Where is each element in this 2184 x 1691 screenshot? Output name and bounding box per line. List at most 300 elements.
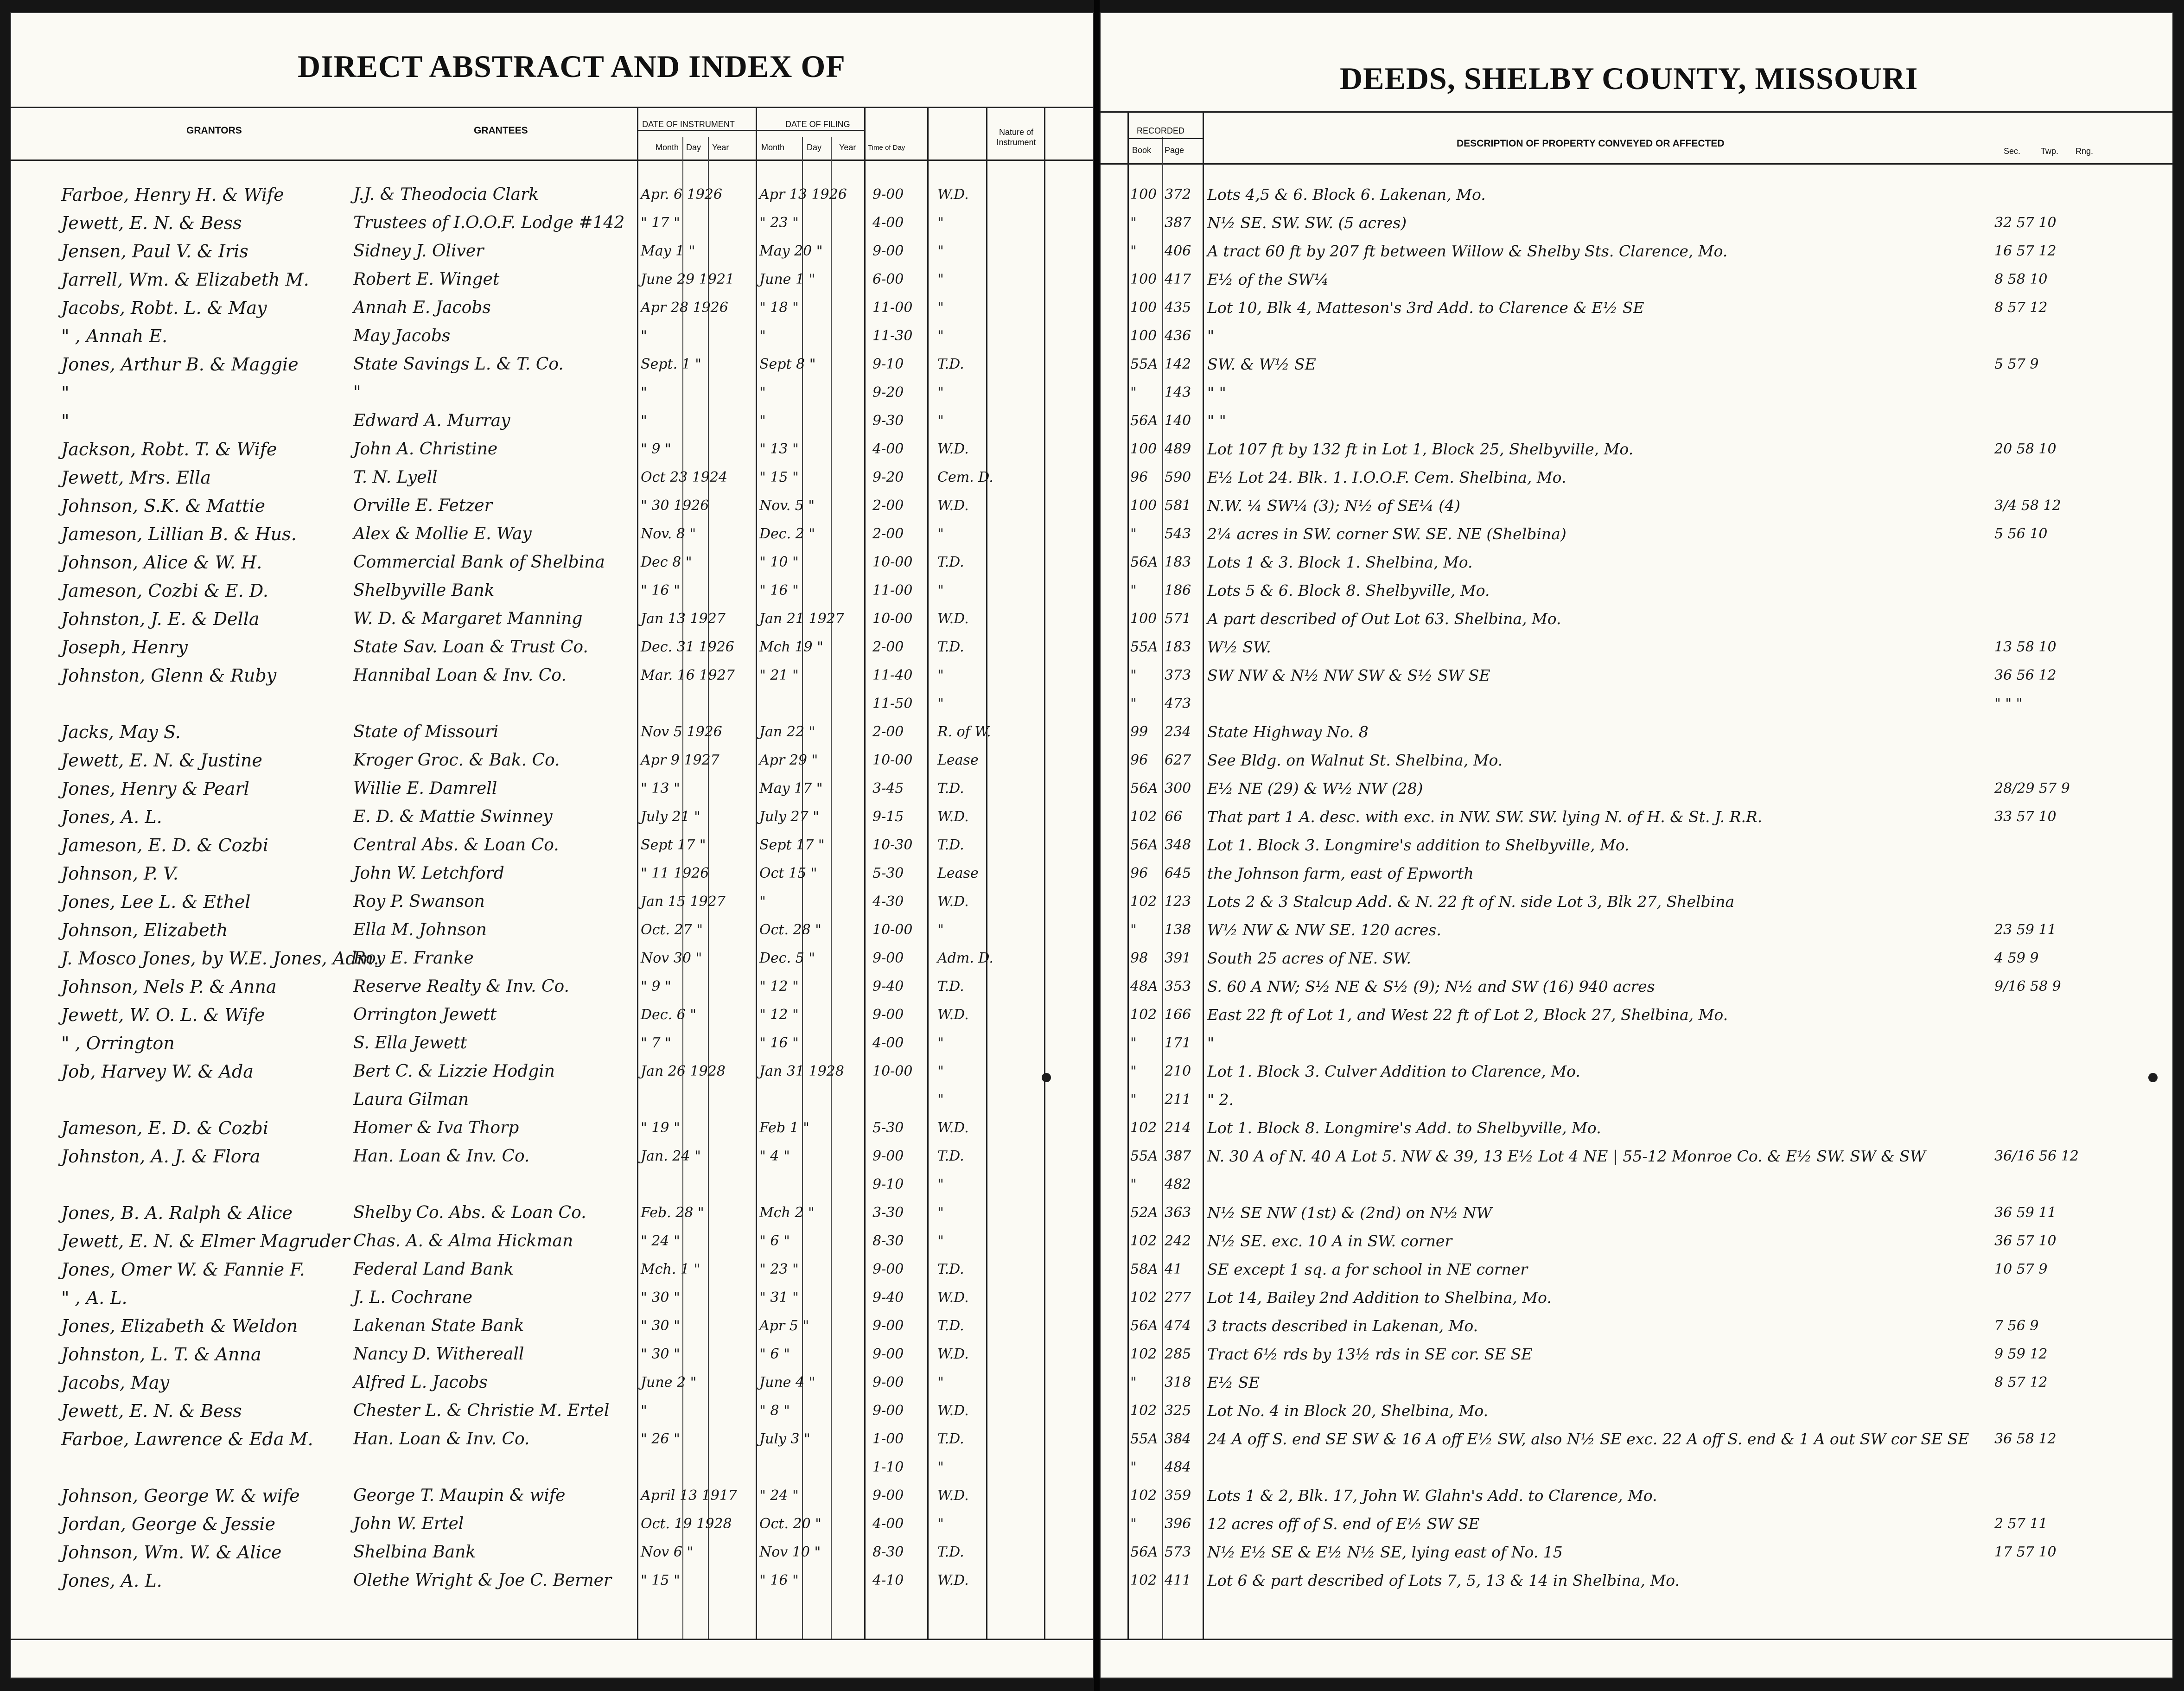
nature-cell: Lease	[937, 752, 979, 768]
filing-time-cell: 8-30	[872, 1544, 904, 1560]
sec-twp-rng-cell: 17 57 10	[1994, 1544, 2057, 1560]
description-cell: 24 A off S. end SE SW & 16 A off E½ SW, also N½ SE exc. 22 A off S. end & 1 A out SW cor SE SE	[1207, 1430, 1969, 1448]
grantee-cell: J.J. & Theodocia Clark	[353, 185, 539, 204]
nature-cell: "	[937, 243, 944, 259]
filing-time-cell: 9-20	[872, 469, 904, 485]
nature-cell: T.D.	[937, 1318, 964, 1334]
description-cell: SE except 1 sq. a for school in NE corner	[1207, 1260, 1528, 1278]
grantee-cell: Federal Land Bank	[353, 1260, 514, 1279]
filing-date-cell: Nov. 5 "	[759, 498, 815, 514]
instrument-date-cell: " 9 "	[641, 441, 671, 457]
description-cell: Tract 6½ rds by 13½ rds in SE cor. SE SE	[1207, 1345, 1533, 1363]
grantor-cell: Jones, A. L.	[61, 1570, 162, 1591]
nature-cell: "	[937, 1035, 944, 1051]
grantor-cell: J. Mosco Jones, by W.E. Jones, Adm.	[61, 948, 379, 969]
description-cell: W½ NW & NW SE. 120 acres.	[1207, 921, 1441, 939]
footer-rule	[1100, 1639, 2173, 1640]
page-cell: 138	[1165, 922, 1191, 938]
grantor-cell: Jarrell, Wm. & Elizabeth M.	[61, 269, 309, 290]
book-cell: "	[1130, 1035, 1137, 1051]
grantee-cell: Orrington Jewett	[353, 1005, 497, 1024]
page-cell: 183	[1165, 639, 1191, 655]
nature-cell: "	[937, 1233, 944, 1249]
nature-cell: Lease	[937, 865, 979, 881]
page-cell: 571	[1165, 611, 1191, 627]
description-cell: E½ of the SW¼	[1207, 270, 1329, 288]
grantee-cell: J. L. Cochrane	[353, 1288, 473, 1307]
page-cell: 277	[1165, 1289, 1191, 1306]
grantor-cell: Jacobs, May	[61, 1372, 170, 1393]
grantor-cell: Johnston, A. J. & Flora	[61, 1146, 261, 1167]
grantor-cell: Jones, Lee L. & Ethel	[61, 892, 251, 912]
filing-date-cell: " 16 "	[759, 582, 799, 599]
grantee-cell: Robert E. Winget	[353, 270, 500, 289]
grantee-cell: Nancy D. Withereall	[353, 1345, 524, 1364]
filing-time-cell: 10-00	[872, 752, 913, 768]
left-page-title: DIRECT ABSTRACT AND INDEX OF	[298, 49, 846, 84]
description-cell: Lots 2 & 3 Stalcup Add. & N. 22 ft of N. side Lot 3, Blk 27, Shelbina	[1207, 893, 1735, 911]
page-cell: 348	[1165, 837, 1191, 853]
filing-time-cell: 4-00	[872, 1516, 904, 1532]
book-cell: "	[1130, 696, 1137, 712]
grantee-cell: T. N. Lyell	[353, 468, 438, 487]
grantors-header: GRANTORS	[186, 125, 242, 136]
nature-cell: Adm. D.	[937, 950, 993, 966]
nature-cell: "	[937, 1374, 944, 1391]
nature-cell: T.D.	[937, 639, 964, 655]
description-cell: 2¼ acres in SW. corner SW. SE. NE (Shelbina)	[1207, 525, 1566, 543]
filing-time-cell: 11-30	[872, 328, 913, 344]
description-cell: N.W. ¼ SW¼ (3); N½ of SE¼ (4)	[1207, 497, 1461, 515]
description-cell: SW NW & N½ NW SW & S½ SW SE	[1207, 666, 1490, 684]
page-cell: 474	[1165, 1318, 1191, 1334]
grantees-header: GRANTEES	[474, 125, 528, 136]
filing-date-cell: July 27 "	[759, 809, 819, 825]
filing-date-cell: " 8 "	[759, 1403, 790, 1419]
filing-date-cell: Feb 1 "	[759, 1120, 810, 1136]
filing-time-cell: 9-10	[872, 356, 904, 372]
instrument-date-cell: Nov 6 "	[641, 1544, 694, 1560]
grantor-cell: Johnson, George W. & wife	[61, 1486, 300, 1506]
filing-time-cell: 1-10	[872, 1459, 904, 1475]
filing-date-cell: Mch 2 "	[759, 1205, 815, 1221]
book-cell: 98	[1130, 950, 1148, 966]
page-cell: 627	[1165, 752, 1191, 768]
grantee-cell: Kroger Groc. & Bak. Co.	[353, 751, 560, 770]
filing-time-cell: 11-40	[872, 667, 913, 683]
grantor-cell: Jameson, E. D. & Cozbi	[61, 1118, 268, 1138]
filing-date-cell: June 4 "	[759, 1374, 815, 1391]
book-cell: 102	[1130, 1289, 1157, 1306]
filing-date-cell: " 4 "	[759, 1148, 790, 1164]
filing-date-cell: May 17 "	[759, 780, 823, 797]
instrument-date-cell: Jan 15 1927	[641, 893, 726, 910]
nature-cell: "	[937, 1091, 944, 1108]
grantee-cell: Reserve Realty & Inv. Co.	[353, 977, 569, 996]
filing-date-cell: Jan 21 1927	[759, 611, 844, 627]
instrument-date-cell: " 30 1926	[641, 498, 709, 514]
book-cell: 56A	[1130, 837, 1158, 853]
punch-hole	[2148, 1073, 2158, 1082]
page-cell: 186	[1165, 582, 1191, 599]
page-cell: 318	[1165, 1374, 1191, 1391]
grantee-cell: May Jacobs	[353, 326, 451, 345]
filing-time-cell: 9-00	[872, 1403, 904, 1419]
filing-time-cell: 4-30	[872, 893, 904, 910]
filing-time-cell: 9-00	[872, 1007, 904, 1023]
book-cell: 55A	[1130, 1431, 1158, 1447]
nature-cell: "	[937, 667, 944, 683]
header-bottom-rule	[1100, 163, 2173, 165]
filing-time-cell: 9-00	[872, 1261, 904, 1277]
filing-time-cell: 9-40	[872, 1289, 904, 1306]
filing-year-header: Year	[839, 143, 856, 152]
instrument-date-cell: Jan 13 1927	[641, 611, 726, 627]
nature-cell: "	[937, 696, 944, 712]
grantee-cell: W. D. & Margaret Manning	[353, 609, 583, 628]
page-cell: 411	[1165, 1572, 1191, 1589]
description-cell: E½ SE	[1207, 1373, 1260, 1391]
description-cell: 3 tracts described in Lakenan, Mo.	[1207, 1317, 1478, 1335]
book-cell: "	[1130, 1459, 1137, 1475]
sec-twp-rng-cell: 16 57 12	[1994, 243, 2057, 259]
book-cell: 102	[1130, 1007, 1157, 1023]
grantee-cell: John A. Christine	[353, 440, 498, 459]
col-rule	[1162, 137, 1163, 1639]
grantor-cell: Johnston, J. E. & Della	[61, 609, 260, 629]
filing-date-cell: Sept 17 "	[759, 837, 825, 853]
nature-cell: W.D.	[937, 1487, 969, 1504]
filing-time-cell: 3-45	[872, 780, 904, 797]
col-rule	[637, 107, 638, 1639]
description-cell: South 25 acres of NE. SW.	[1207, 949, 1411, 967]
col-rule	[831, 137, 832, 1639]
page-cell: 543	[1165, 526, 1191, 542]
filing-time-cell: 5-30	[872, 865, 904, 881]
grantor-cell: Johnston, Glenn & Ruby	[61, 665, 277, 686]
description-cell: Lot No. 4 in Block 20, Shelbina, Mo.	[1207, 1402, 1489, 1420]
filing-time-cell: 9-00	[872, 1148, 904, 1164]
filing-date-cell: Mch 19 "	[759, 639, 823, 655]
nature-cell: "	[937, 582, 944, 599]
filing-date-cell: " 31 "	[759, 1289, 799, 1306]
recorded-header: RECORDED	[1137, 126, 1185, 135]
book-cell: 55A	[1130, 639, 1158, 655]
filing-time-cell: 10-00	[872, 922, 913, 938]
grantee-cell: Homer & Iva Thorp	[353, 1118, 519, 1137]
page-cell: 353	[1165, 978, 1191, 995]
page-cell: 285	[1165, 1346, 1191, 1362]
grantor-cell: Farboe, Henry H. & Wife	[61, 185, 284, 205]
grantor-cell: Jackson, Robt. T. & Wife	[61, 439, 277, 459]
book-cell: 102	[1130, 1403, 1157, 1419]
page-cell: 372	[1165, 186, 1191, 203]
filing-date-cell: " 13 "	[759, 441, 799, 457]
filing-date-cell: July 3 "	[759, 1431, 810, 1447]
instrument-date-cell: Feb. 28 "	[641, 1205, 704, 1221]
nature-cell: W.D.	[937, 441, 969, 457]
description-cell: Lots 1 & 3. Block 1. Shelbina, Mo.	[1207, 553, 1473, 571]
page-cell: 171	[1165, 1035, 1191, 1051]
nature-cell: Cem. D.	[937, 469, 993, 485]
instrument-date-cell: " 11 1926	[641, 865, 709, 881]
description-cell: the Johnson farm, east of Epworth	[1207, 864, 1474, 882]
page-cell: 384	[1165, 1431, 1191, 1447]
book-cell: "	[1130, 1374, 1137, 1391]
inst-year-header: Year	[712, 143, 729, 152]
filing-date-cell: Sept 8 "	[759, 356, 816, 372]
filing-time-cell: 9-20	[872, 384, 904, 401]
nature-cell: T.D.	[937, 837, 964, 853]
grantor-cell: Jewett, E. N. & Elmer Magruder	[61, 1231, 350, 1251]
filing-time-cell: 4-00	[872, 215, 904, 231]
book-cell: "	[1130, 384, 1137, 401]
grantee-cell: Trustees of I.O.O.F. Lodge #142	[353, 213, 625, 232]
description-cell: " 2.	[1207, 1091, 1234, 1109]
filing-time-cell: 9-30	[872, 413, 904, 429]
filing-date-cell: May 20 "	[759, 243, 823, 259]
nature-cell: T.D.	[937, 356, 964, 372]
grantor-cell: Joseph, Henry	[61, 637, 188, 657]
grantee-cell: State Savings L. & T. Co.	[353, 355, 564, 374]
filing-time-cell: 9-00	[872, 1318, 904, 1334]
nature-cell: "	[937, 328, 944, 344]
grantee-cell: Chester L. & Christie M. Ertel	[353, 1401, 610, 1420]
description-cell: Lots 4,5 & 6. Block 6. Lakenan, Mo.	[1207, 185, 1486, 204]
grantor-cell: Farboe, Lawrence & Eda M.	[61, 1429, 313, 1449]
punch-hole	[1042, 1073, 1051, 1082]
grantor-cell: Jameson, Lillian B. & Hus.	[61, 524, 297, 544]
filing-time-cell: 1-00	[872, 1431, 904, 1447]
grantee-cell: John W. Letchford	[353, 864, 504, 883]
filing-date-cell: " 6 "	[759, 1233, 790, 1249]
description-cell: Lots 1 & 2, Blk. 17, John W. Glahn's Add. to Clarence, Mo.	[1207, 1487, 1657, 1505]
filing-date-cell: "	[759, 893, 766, 910]
filing-date-cell: " 6 "	[759, 1346, 790, 1362]
instrument-date-cell: Apr 9 1927	[641, 752, 720, 768]
book-cell: 96	[1130, 752, 1148, 768]
book-cell: 56A	[1130, 413, 1158, 429]
filing-day-header: Day	[807, 143, 822, 152]
grantee-cell: Annah E. Jacobs	[353, 298, 491, 317]
page-cell: 581	[1165, 498, 1191, 514]
grantor-cell: Jones, A. L.	[61, 807, 162, 827]
instrument-date-cell: "	[641, 328, 647, 344]
grantee-cell: John W. Ertel	[353, 1514, 464, 1533]
book-cell: "	[1130, 243, 1137, 259]
nature-cell: "	[937, 413, 944, 429]
book-cell: 56A	[1130, 780, 1158, 797]
sec-twp-rng-cell: 32 57 10	[1994, 215, 2057, 231]
filing-time-cell: 9-00	[872, 1346, 904, 1362]
book-cell: 56A	[1130, 1544, 1158, 1560]
page-cell: 573	[1165, 1544, 1191, 1560]
nature-cell: W.D.	[937, 893, 969, 910]
grantee-cell: Hannibal Loan & Inv. Co.	[353, 666, 567, 685]
grantor-cell: Job, Harvey W. & Ada	[61, 1061, 254, 1082]
book-cell: "	[1130, 215, 1137, 231]
filing-time-cell: 2-00	[872, 724, 904, 740]
sec-twp-rng-cell: 36 58 12	[1994, 1431, 2057, 1447]
grantor-cell: Johnson, Wm. W. & Alice	[61, 1542, 282, 1563]
filing-time-cell: 5-30	[872, 1120, 904, 1136]
nature-cell: "	[937, 1176, 944, 1193]
grantor-cell: Johnson, S.K. & Mattie	[61, 496, 266, 516]
page-cell: 590	[1165, 469, 1191, 485]
grantee-cell: Han. Loan & Inv. Co.	[353, 1429, 530, 1449]
page-cell: 359	[1165, 1487, 1191, 1504]
nature-cell: "	[937, 526, 944, 542]
sec-header: Sec.	[2004, 147, 2021, 156]
filing-date-cell: " 15 "	[759, 469, 799, 485]
filing-time-cell: 11-00	[872, 582, 913, 599]
grantee-cell: Shelbyville Bank	[353, 581, 495, 600]
description-cell: SW. & W½ SE	[1207, 355, 1316, 373]
grantor-cell: Jewett, W. O. L. & Wife	[61, 1005, 265, 1025]
book-cell: 58A	[1130, 1261, 1158, 1277]
page-cell: 373	[1165, 667, 1191, 683]
filing-date-cell: "	[759, 413, 766, 429]
col-rule	[927, 107, 929, 1639]
filing-date-cell: Dec. 2 "	[759, 526, 815, 542]
description-cell: See Bldg. on Walnut St. Shelbina, Mo.	[1207, 751, 1503, 769]
book-cell: 100	[1130, 328, 1157, 344]
grantor-cell: " , Annah E.	[61, 326, 168, 346]
grantee-cell: Alex & Mollie E. Way	[353, 524, 532, 543]
nature-cell: W.D.	[937, 498, 969, 514]
filing-date-cell: " 16 "	[759, 1035, 799, 1051]
book-cell: 100	[1130, 498, 1157, 514]
description-cell: S. 60 A NW; S½ NE & S½ (9); N½ and SW (16) 940 acres	[1207, 977, 1655, 995]
sec-twp-rng-cell: 36 57 10	[1994, 1233, 2057, 1249]
book-cell: "	[1130, 526, 1137, 542]
book-cell: 48A	[1130, 978, 1158, 995]
header-bottom-rule	[10, 160, 1094, 161]
sec-twp-rng-cell: 28/29 57 9	[1994, 780, 2070, 797]
rng-header: Rng.	[2076, 147, 2094, 156]
grantor-cell: Johnson, P. V.	[61, 863, 178, 884]
filing-date-cell: Jan 22 "	[759, 724, 815, 740]
instrument-date-cell: Nov 30 "	[641, 950, 702, 966]
col-rule	[756, 107, 757, 1639]
sec-twp-rng-cell: 8 57 12	[1994, 1374, 2048, 1391]
filing-time-cell: 11-00	[872, 300, 913, 316]
grantor-cell: Jewett, E. N. & Justine	[61, 750, 262, 771]
grantor-cell: Jones, B. A. Ralph & Alice	[61, 1203, 293, 1223]
grantee-cell: Han. Loan & Inv. Co.	[353, 1147, 530, 1166]
book-cell: "	[1130, 1176, 1137, 1193]
header-top-rule	[10, 107, 1094, 108]
filing-time-cell: 9-00	[872, 950, 904, 966]
instrument-date-cell: " 24 "	[641, 1233, 680, 1249]
page-cell: 66	[1165, 809, 1183, 825]
book-cell: 102	[1130, 893, 1157, 910]
filing-date-cell: Dec. 5 "	[759, 950, 815, 966]
sec-twp-rng-cell: 7 56 9	[1994, 1318, 2039, 1334]
instrument-date-cell: " 13 "	[641, 780, 680, 797]
instrument-date-cell: " 30 "	[641, 1346, 680, 1362]
filing-time-cell: 9-00	[872, 186, 904, 203]
instrument-date-cell: May 1 "	[641, 243, 695, 259]
description-cell: " "	[1207, 412, 1226, 430]
page-cell: 435	[1165, 300, 1191, 316]
sec-twp-rng-cell: 33 57 10	[1994, 809, 2057, 825]
book-cell: "	[1130, 1516, 1137, 1532]
grantee-cell: E. D. & Mattie Swinney	[353, 807, 553, 826]
page-cell: 396	[1165, 1516, 1191, 1532]
grantee-cell: Commercial Bank of Shelbina	[353, 553, 605, 572]
filing-date-cell: " 10 "	[759, 554, 799, 570]
grantee-cell: Roy E. Franke	[353, 949, 474, 968]
page-cell: 417	[1165, 271, 1191, 287]
subheader-rule	[637, 130, 864, 131]
description-cell: 12 acres off of S. end of E½ SW SE	[1207, 1515, 1480, 1533]
description-cell: Lot 14, Bailey 2nd Addition to Shelbina, Mo.	[1207, 1289, 1552, 1307]
grantor-cell: Jones, Henry & Pearl	[61, 778, 249, 799]
page-cell: 242	[1165, 1233, 1191, 1249]
grantee-cell: Orville E. Fetzer	[353, 496, 492, 515]
grantor-cell: Jones, Omer W. & Fannie F.	[61, 1259, 305, 1280]
instrument-date-cell: Dec 8 "	[641, 554, 692, 570]
filing-date-cell: June 1 "	[759, 271, 815, 287]
filing-date-cell: Oct 15 "	[759, 865, 817, 881]
page-cell: 41	[1165, 1261, 1183, 1277]
col-rule	[708, 137, 709, 1639]
description-cell: N½ E½ SE & E½ N½ SE, lying east of No. 15	[1207, 1543, 1563, 1561]
page-cell: 214	[1165, 1120, 1191, 1136]
instrument-date-cell: Nov 5 1926	[641, 724, 722, 740]
page-cell: 300	[1165, 780, 1191, 797]
book-cell: 55A	[1130, 1148, 1158, 1164]
grantee-cell: Central Abs. & Loan Co.	[353, 836, 559, 855]
book-cell: 52A	[1130, 1205, 1158, 1221]
page-cell: 234	[1165, 724, 1191, 740]
book-cell: 102	[1130, 809, 1157, 825]
instrument-date-cell: " 17 "	[641, 215, 680, 231]
grantor-cell: Jones, Arthur B. & Maggie	[61, 354, 299, 375]
instrument-date-cell: " 30 "	[641, 1318, 680, 1334]
filing-date-cell: " 18 "	[759, 300, 799, 316]
nature-cell: T.D.	[937, 1148, 964, 1164]
sec-twp-rng-cell: 10 57 9	[1994, 1261, 2048, 1277]
grantee-cell: Shelby Co. Abs. & Loan Co.	[353, 1203, 586, 1222]
filing-date-cell: Jan 31 1928	[759, 1063, 844, 1079]
nature-cell: "	[937, 300, 944, 316]
description-cell: N½ SE NW (1st) & (2nd) on N½ NW	[1207, 1204, 1492, 1222]
filing-time-cell: 9-40	[872, 978, 904, 995]
filing-date-cell: " 12 "	[759, 1007, 799, 1023]
sec-twp-rng-cell: 36 59 11	[1994, 1205, 2057, 1221]
book-cell: 96	[1130, 865, 1148, 881]
description-cell: Lot 10, Blk 4, Matteson's 3rd Add. to Clarence & E½ SE	[1207, 299, 1644, 317]
instrument-date-cell: Dec. 6 "	[641, 1007, 697, 1023]
page-cell: 482	[1165, 1176, 1191, 1193]
grantee-cell: Roy P. Swanson	[353, 892, 485, 911]
col-rule	[1203, 111, 1204, 1639]
inst-day-header: Day	[686, 143, 701, 152]
instrument-date-cell: Oct. 27 "	[641, 922, 703, 938]
description-cell: "	[1207, 1034, 1215, 1052]
sec-twp-rng-cell: 5 57 9	[1994, 356, 2039, 372]
page-header: Page	[1165, 146, 1184, 155]
page-cell: 140	[1165, 413, 1191, 429]
book-cell: "	[1130, 582, 1137, 599]
grantee-cell: State of Missouri	[353, 722, 499, 741]
filing-date-cell: Apr 29 "	[759, 752, 818, 768]
description-header: DESCRIPTION OF PROPERTY CONVEYED OR AFFECTED	[1457, 138, 1725, 149]
book-cell: 55A	[1130, 356, 1158, 372]
book-cell: 100	[1130, 300, 1157, 316]
